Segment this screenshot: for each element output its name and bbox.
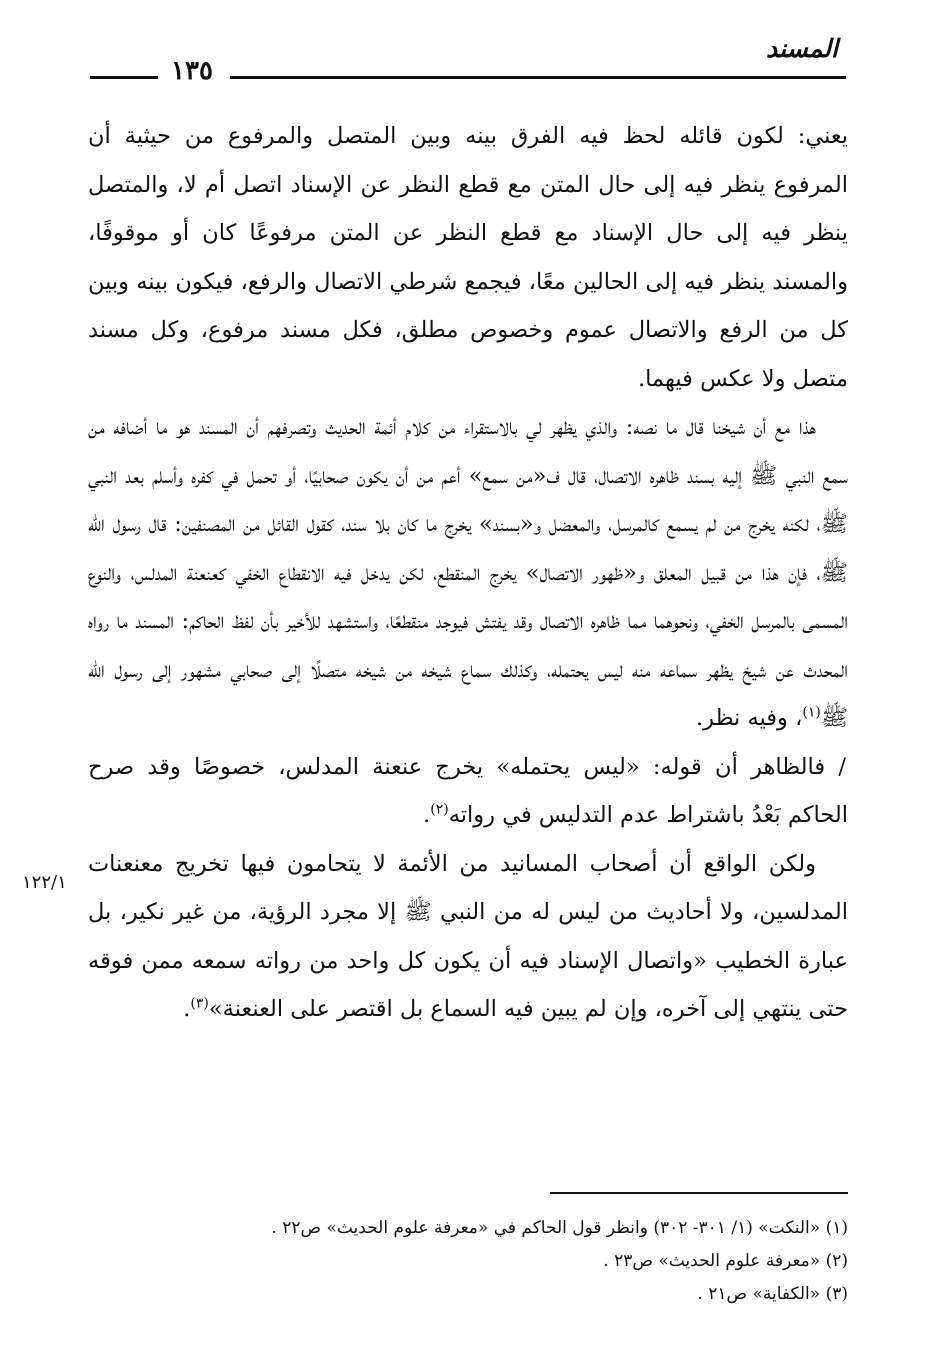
footnote-ref-3: (٣)	[190, 995, 209, 1012]
paragraph-4	[88, 840, 848, 1034]
header-rule-short	[90, 76, 158, 79]
footnote-1: (١) «النكت» (١/ ٣٠١- ٣٠٢) وانظر قول الحاكم في «معرفة علوم الحديث» ص٢٢ .	[271, 1218, 848, 1238]
page-number: ١٣٥	[171, 56, 213, 86]
paragraph-tail: .	[183, 996, 191, 1022]
main-text	[88, 112, 848, 1034]
paragraph-text: فالظاهر أن قوله: «ليس يحتمله» يخرج عنعنة المدلس، خصوصًا وقد صرح الحاكم بَعْدُ باشتراط عدم التدليس في رواته	[88, 753, 848, 828]
footnotes	[88, 1212, 848, 1311]
paragraph-tail: ، وفيه نظر.	[696, 705, 803, 731]
paragraph-1	[88, 112, 848, 403]
paragraph-text: ولكن الواقع أن أصحاب المسانيد من الأئمة لا يتحامون فيها تخريج معنعنات المدلسين، ولا أحاديث من ليس له من النبي ﷺ إلا مجرد الرؤية، من غير نكير، بل عبارة الخطيب «واتصال الإسناد فيه أن يكون كل واحد من رواته سمعه ممن فوقه حتى ينتهي إلى آخره، وإن لم يبين فيه السماع بل اقتصر على العنعنة»	[88, 850, 848, 1022]
footnote-3: (٣) «الكفاية» ص٢١ .	[697, 1284, 848, 1304]
paragraph-text: هذا مع أن شيخنا قال ما نصه: والذي يظهر لي بالاستقراء من كلام أئمة الحديث وتصرفهم أن المسند هو ما أضافه من سمع النبي ﷺ إليه بسند ظاهره الاتصال، قال ف«من سمع» أعم من أن يكون صحابيًا، أو تحمل في كفره وأسلم بعد النبي ﷺ، لكنه يخرج من لم يسمع كالمرسل، والمعضل و«بسند» يخرج ما كان بلا سند، كقول القائل من المصنفين: قال رسول الله ﷺ، فإن هذا من قبيل المعلق و«ظهور الاتصال» يخرج المنقطع، لكن يدخل فيه الانقطاع الخفي كعنعنة المدلس، والنوع المسمى بالمرسل الخفي، ونحوهما مما ظاهره الاتصال وقد يفتش فيوجد منقطعًا، واستشهد للأخير بأن لفظ الحاكم: المسند ما رواه المحدث عن شيخ يظهر سماعه منه ليس يحتمله، وكذلك سماع شيخه من شيخه متصلًا إلى صحابي مشهور إلى رسول الله ﷺ	[88, 414, 848, 731]
footnote-ref-1: (١)	[802, 704, 821, 721]
paragraph-2	[88, 403, 848, 743]
paragraph-tail: .	[423, 802, 431, 828]
margin-page-reference: ١٢٢/١	[22, 872, 67, 893]
footnote-ref-2: (٢)	[430, 801, 449, 818]
footnote-separator	[550, 1192, 848, 1194]
paragraph-3	[88, 743, 848, 840]
running-header-title: المسند	[766, 34, 838, 63]
margin-slash: /	[838, 753, 846, 780]
header-rule	[230, 76, 846, 79]
footnote-2: (٢) «معرفة علوم الحديث» ص٢٣ .	[603, 1251, 848, 1271]
paragraph-text: يعني: لكون قائله لحظ فيه الفرق بينه وبين المتصل والمرفوع من حيثية أن المرفوع ينظر فيه إلى حال المتن مع قطع النظر عن الإسناد اتصل أم لا، والمتصل ينظر فيه إلى حال الإسناد مع قطع النظر عن المتن مرفوعًا كان أو موقوفًا، والمسند ينظر فيه إلى الحالين معًا، فيجمع شرطي الاتصال والرفع، فيكون بينه وبين كل من الرفع والاتصال عموم وخصوص مطلق، فكل مسند مرفوع، وكل مسند متصل ولا عكس فيهما.	[88, 123, 848, 392]
